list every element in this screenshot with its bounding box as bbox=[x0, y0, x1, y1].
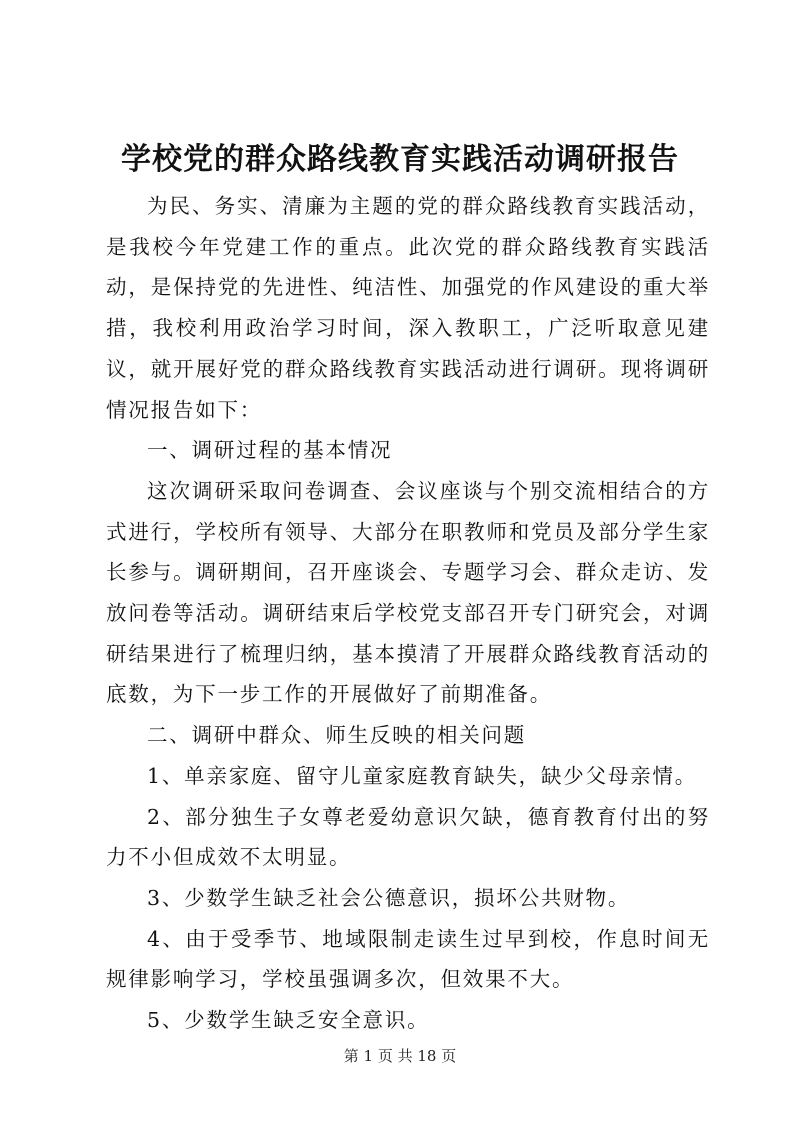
list-item-2: 2、部分独生子女尊老爱幼意识欠缺，德育教育付出的努力不小但成效不太明显。 bbox=[106, 804, 710, 870]
page-footer: 第 1 页 共 18 页 bbox=[343, 1047, 457, 1065]
section-heading-1: 一、调研过程的基本情况 bbox=[147, 438, 393, 463]
list-item-5: 5、少数学生缺乏安全意识。 bbox=[147, 1008, 430, 1033]
paragraph-research-process: 这次调研采取问卷调查、会议座谈与个别交流相结合的方式进行，学校所有领导、大部分在职教师和党员及部分学生家长参与。调研期间，召开座谈会、专题学习会、群众走访、发放问卷等活动。调研结束后学校党支部召开专门研究会，对调研结果进行了梳理归纳，基本摸清了开展群众路线教育活动的底数，为下一步工作的开展做好了前期准备。 bbox=[106, 478, 710, 707]
section-heading-2: 二、调研中群众、师生反映的相关问题 bbox=[147, 723, 527, 748]
list-item-3: 3、少数学生缺乏社会公德意识，损坏公共财物。 bbox=[147, 885, 631, 910]
list-item-1: 1、单亲家庭、留守儿童家庭教育缺失，缺少父母亲情。 bbox=[147, 763, 698, 788]
paragraph-intro: 为民、务实、清廉为主题的党的群众路线教育实践活动，是我校今年党建工作的重点。此次党的群众路线教育实践活动，是保持党的先进性、纯洁性、加强党的作风建设的重大举措，我校利用政治学习时间，深入教职工，广泛听取意见建议，就开展好党的群众路线教育实践活动进行调研。现将调研情况报告如下： bbox=[106, 194, 710, 422]
document-body bbox=[106, 186, 710, 1041]
document-title: 学校党的群众路线教育实践活动调研报告 bbox=[121, 142, 679, 177]
list-item-4: 4、由于受季节、地域限制走读生过早到校，作息时间无规律影响学习，学校虽强调多次，但效果不大。 bbox=[106, 926, 710, 992]
